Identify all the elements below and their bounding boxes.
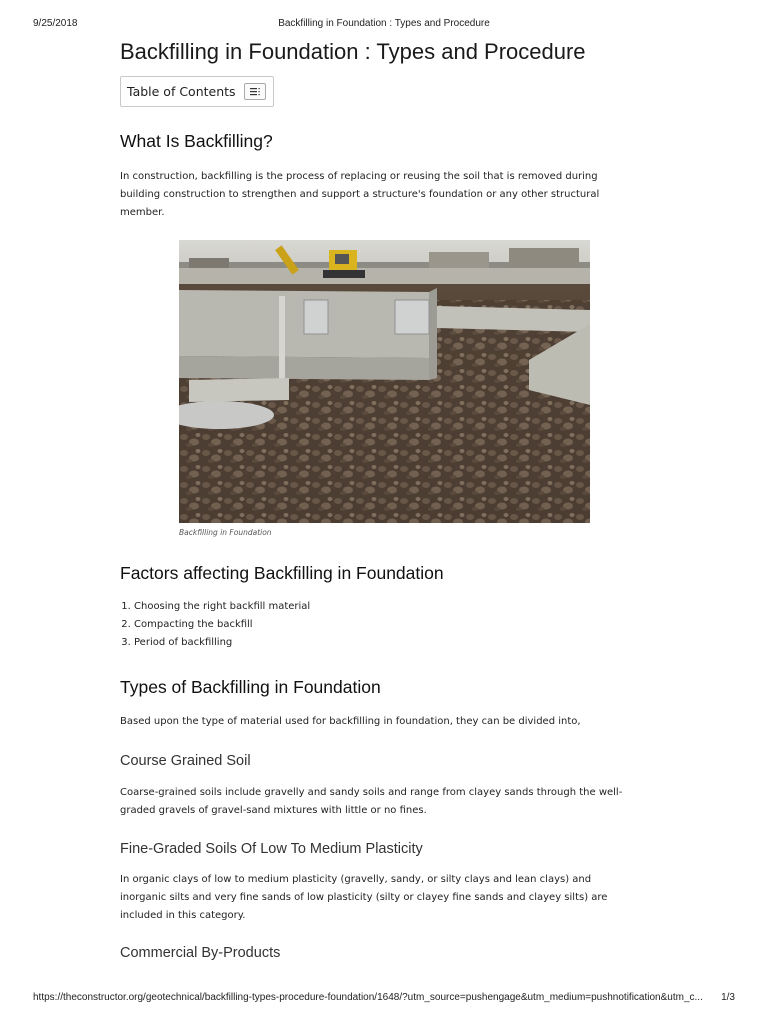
section-heading-types: Types of Backfilling in Foundation [120, 677, 381, 697]
subheading-commercial-by-products: Commercial By-Products [120, 945, 281, 961]
section-paragraph-types: Based upon the type of material used for backfilling in foundation, they can be divided into, [120, 716, 581, 727]
print-date: 9/25/2018 [33, 18, 78, 29]
page-number: 1/3 [721, 992, 735, 1003]
section-paragraph-definition: In construction, backfilling is the process of replacing or reusing the soil that is removed during building construction to strengthen and support a structure's foundation or any other structural member. [120, 171, 600, 218]
section-heading-factors: Factors affecting Backfilling in Foundation [120, 563, 444, 583]
article-title: Backfilling in Foundation : Types and Procedure [120, 39, 586, 64]
list-item: 3. Period of backfilling [134, 634, 654, 652]
subheading-fine-graded-soils: Fine-Graded Soils Of Low To Medium Plasticity [120, 841, 423, 857]
paragraph-course-grained-soil: Coarse-grained soils include gravelly and sandy soils and range from clayey sands through the well-graded gravels of gravel-sand mixtures with little or no fines. [120, 787, 623, 816]
backfilling-foundation-photo [179, 240, 590, 523]
paragraph-fine-graded-soils: In organic clays of low to medium plasticity (gravelly, sandy, or silty clays and lean clays) and inorganic silts and very fine sands of low plasticity (silty or clayey fine sands and clayey silts) are included in this category. [120, 874, 608, 921]
figure-caption: Backfilling in Foundation [179, 528, 272, 537]
factors-list [120, 598, 654, 652]
subheading-course-grained-soil: Course Grained Soil [120, 753, 251, 769]
list-item: 1. Choosing the right backfill material [134, 598, 654, 616]
print-url[interactable]: https://theconstructor.org/geotechnical/backfilling-types-procedure-foundation/1648/?utm_source=pushengage&utm_medium=pushnotification&utm_c... [33, 992, 703, 1003]
section-heading-what-is-backfilling: What Is Backfilling? [120, 131, 273, 151]
toc-label: Table of Contents [127, 84, 236, 99]
print-header [0, 18, 768, 32]
list-item: 2. Compacting the backfill [134, 616, 654, 634]
table-of-contents-box[interactable] [120, 76, 274, 107]
print-page-title: Backfilling in Foundation : Types and Procedure [278, 18, 490, 29]
print-footer [0, 992, 768, 1006]
toc-toggle-icon[interactable] [244, 83, 266, 100]
article [120, 38, 640, 107]
